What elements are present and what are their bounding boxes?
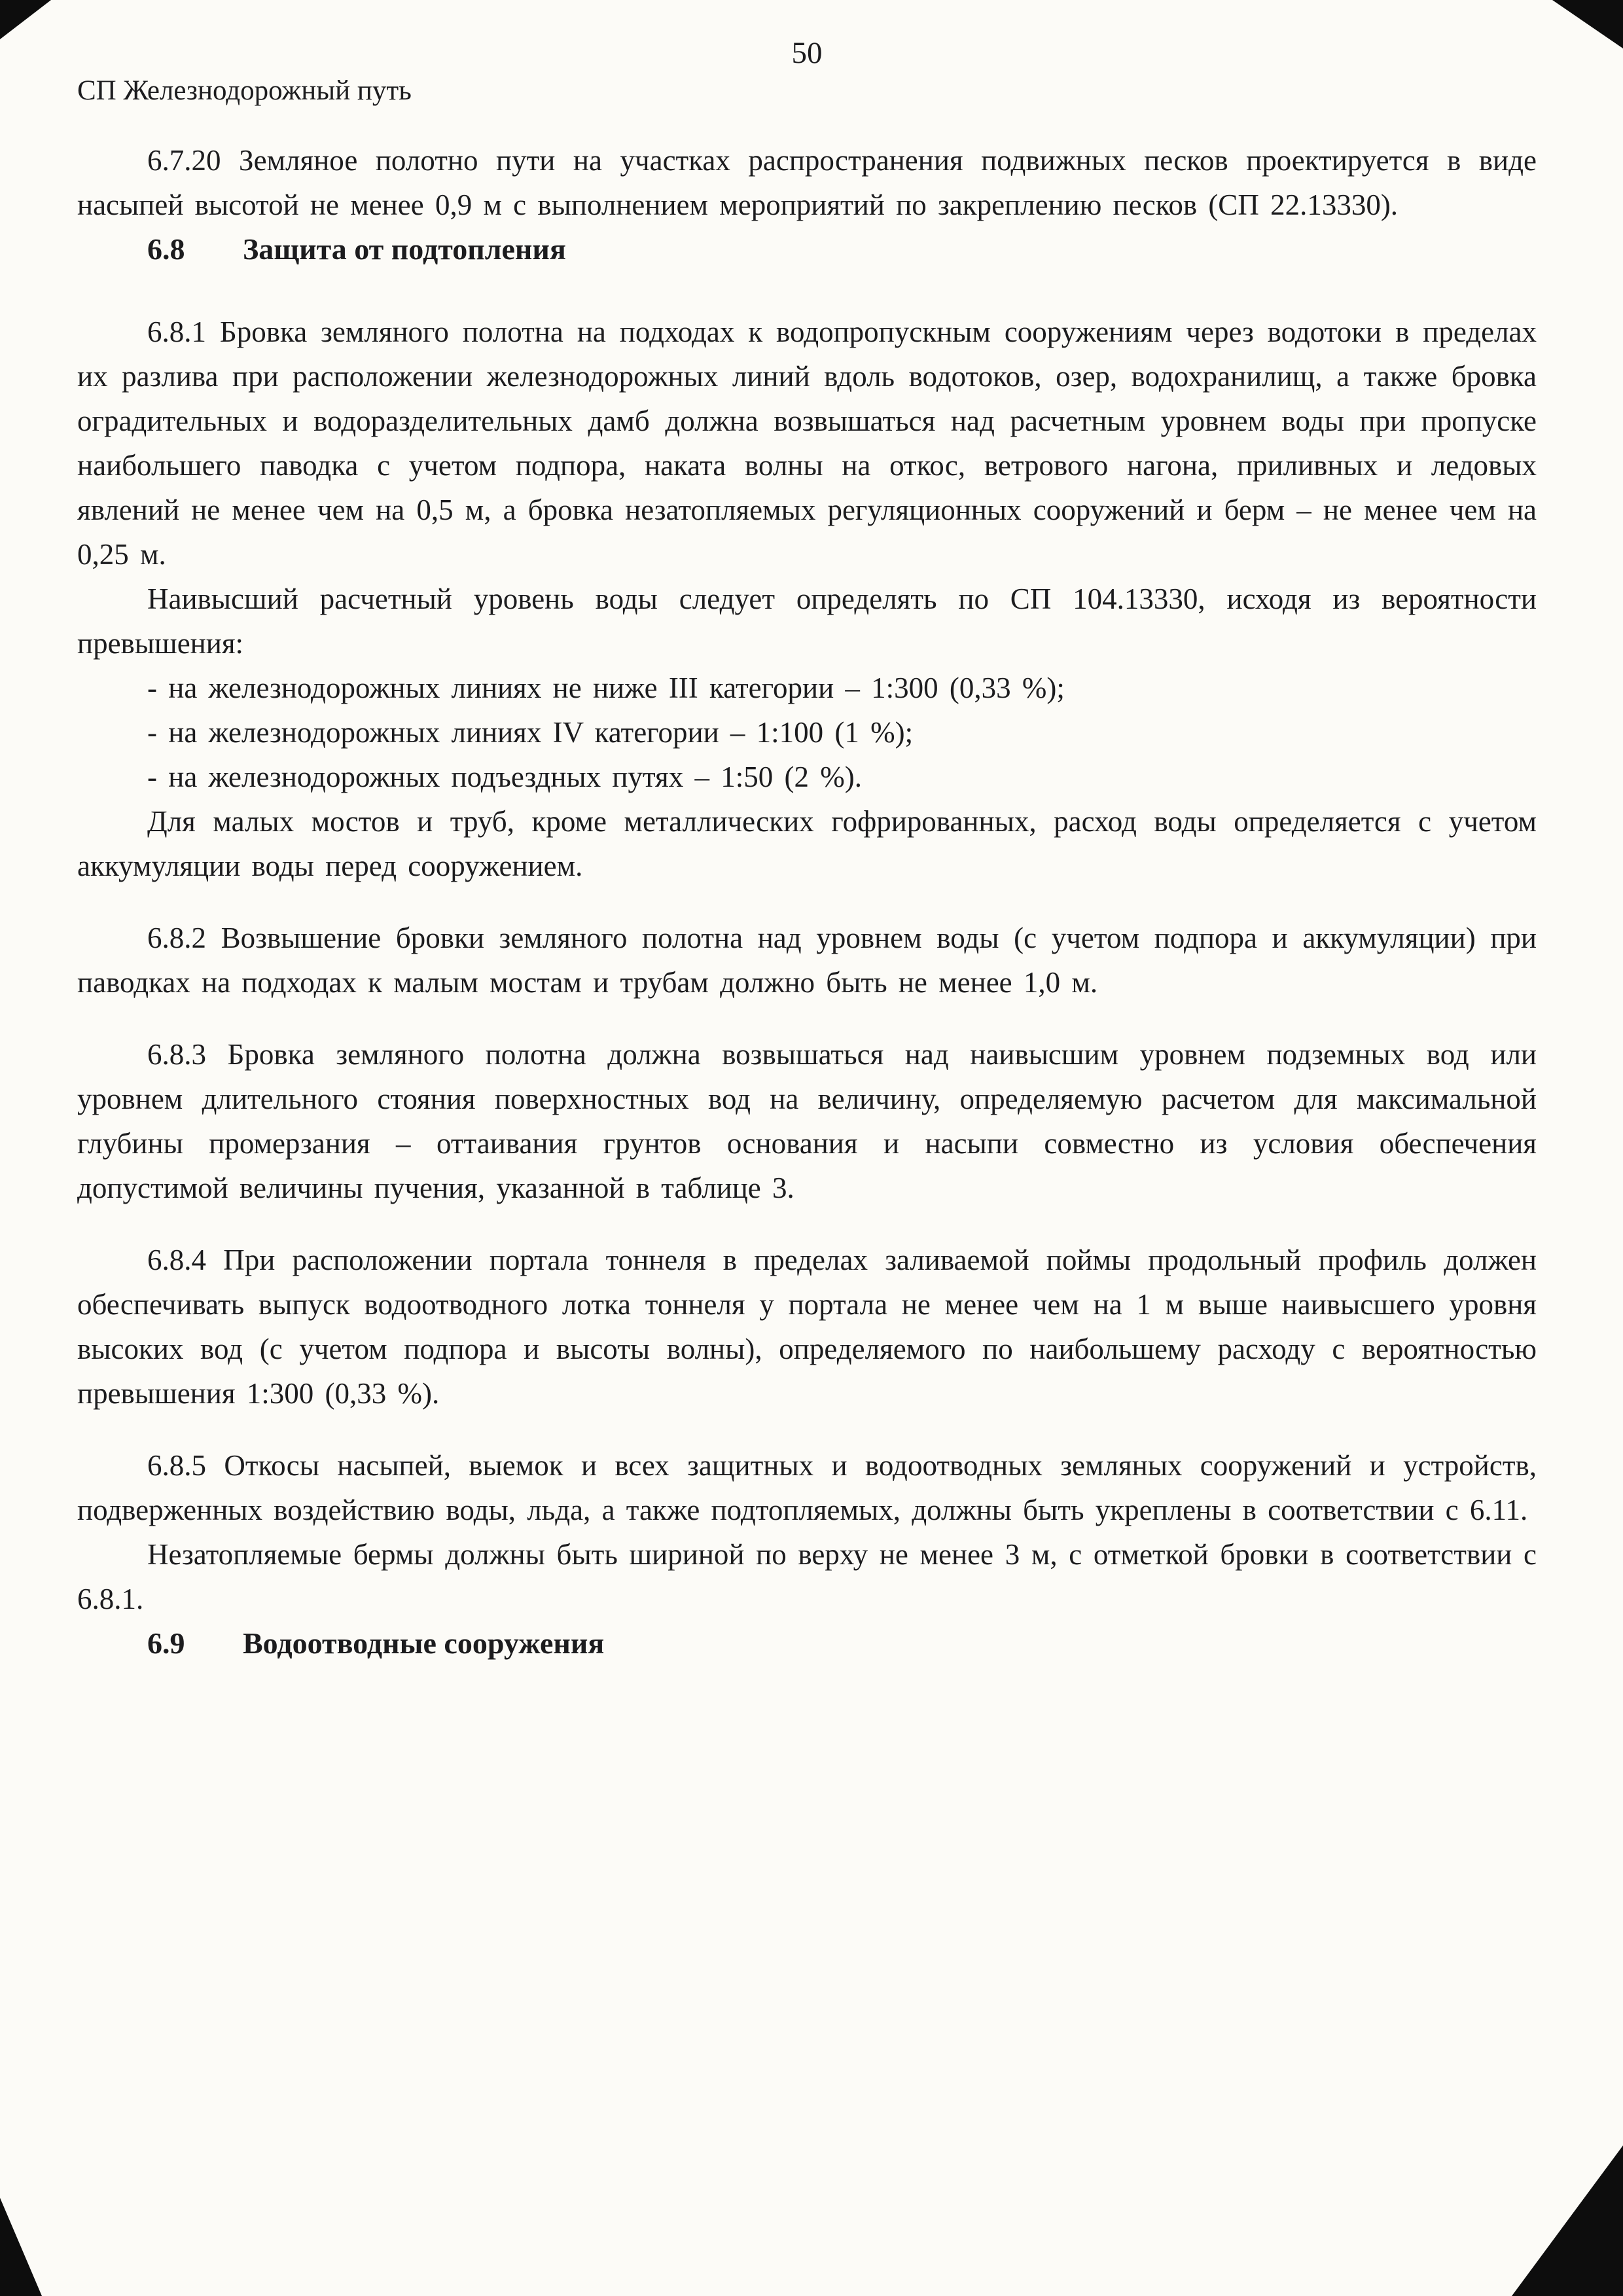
paragraph-flood-level-intro: Наивысший расчетный уровень воды следует определять по СП 104.13330, исходя из вероятности превышения: bbox=[77, 583, 1537, 660]
paragraph-berms: Незатопляемые бермы должны быть шириной по верху не менее 3 м, с отметкой бровки в соответствии с 6.8.1. bbox=[77, 1538, 1537, 1615]
section-heading-6-8 bbox=[147, 227, 1537, 272]
list-item-access-tracks: - на железнодорожных подъездных путях – 1:50 (2 %). bbox=[147, 761, 862, 793]
paragraph-6-8-2: 6.8.2 Возвышение бровки земляного полотна над уровнем воды (с учетом подпора и аккумуляции) при паводках на подходах к малым мостам и трубам должно быть не менее 1,0 м. bbox=[77, 922, 1537, 999]
heading-number: 6.8 bbox=[147, 232, 185, 266]
section-heading-6-9 bbox=[147, 1621, 1537, 1666]
heading-title: Защита от подтопления bbox=[243, 232, 566, 266]
paragraph-6-8-4: 6.8.4 При расположении портала тоннеля в пределах заливаемой поймы продольный профиль должен обеспечивать выпуск водоотводного лотка тоннеля у портала не менее чем на 1 м выше наивысшего уровня высоких вод (с учетом подпора и высоты волны), определяемого по наибольшему расходу с вероятностью превышения 1:300 (0,33 %). bbox=[77, 1244, 1537, 1410]
paragraph-small-bridges: Для малых мостов и труб, кроме металлических гофрированных, расход воды определяется с учетом аккумуляции воды перед сооружением. bbox=[77, 805, 1537, 882]
paragraph-6-8-3: 6.8.3 Бровка земляного полотна должна возвышаться над наивысшим уровнем подземных вод или уровнем длительного стояния поверхностных вод на величину, определяемую расчетом для максимальной глубины промерзания – оттаивания грунтов основания и насыпи совместно из условия обеспечения допустимой величины пучения, указанной в таблице 3. bbox=[77, 1038, 1537, 1204]
scan-corner-artifact-bottom-left bbox=[0, 2198, 42, 2296]
list-item-category-iv: - на железнодорожных линиях IV категории – 1:100 (1 %); bbox=[147, 716, 914, 749]
list-item-category-iii: - на железнодорожных линиях не ниже III категории – 1:300 (0,33 %); bbox=[147, 672, 1065, 704]
heading-number: 6.9 bbox=[147, 1626, 185, 1660]
paragraph-6-7-20: 6.7.20 Земляное полотно пути на участках распространения подвижных песков проектируется в виде насыпей высотой не менее 0,9 м с выполнением мероприятий по закреплению песков (СП 22.13330). bbox=[77, 144, 1537, 221]
scan-corner-artifact-bottom-right bbox=[1512, 2145, 1623, 2296]
doc-header: СП Железнодорожный путь bbox=[77, 75, 412, 106]
page-number: 50 bbox=[791, 36, 823, 70]
page-header bbox=[77, 0, 1537, 107]
heading-title: Водоотводные сооружения bbox=[243, 1626, 605, 1660]
paragraph-6-8-5: 6.8.5 Откосы насыпей, выемок и всех защитных и водоотводных земляных сооружений и устройств, подверженных воздействию воды, льда, а также подтопляемых, должны быть укреплены в соответствии с 6.11. bbox=[77, 1449, 1537, 1526]
paragraph-6-8-1: 6.8.1 Бровка земляного полотна на подходах к водопропускным сооружениям через водотоки в пределах их разлива при расположении железнодорожных линий вдоль водотоков, озер, водохранилищ, а также бровка оградительных и водоразделительных дамб должна возвышаться над расчетным уровнем воды при пропуске наибольшего паводка с учетом подпора, наката волны на откос, ветрового нагона, приливных и ледовых явлений не менее чем на 0,5 м, а бровка незатопляемых регуляционных сооружений и берм – не менее чем на 0,25 м. bbox=[77, 315, 1537, 571]
